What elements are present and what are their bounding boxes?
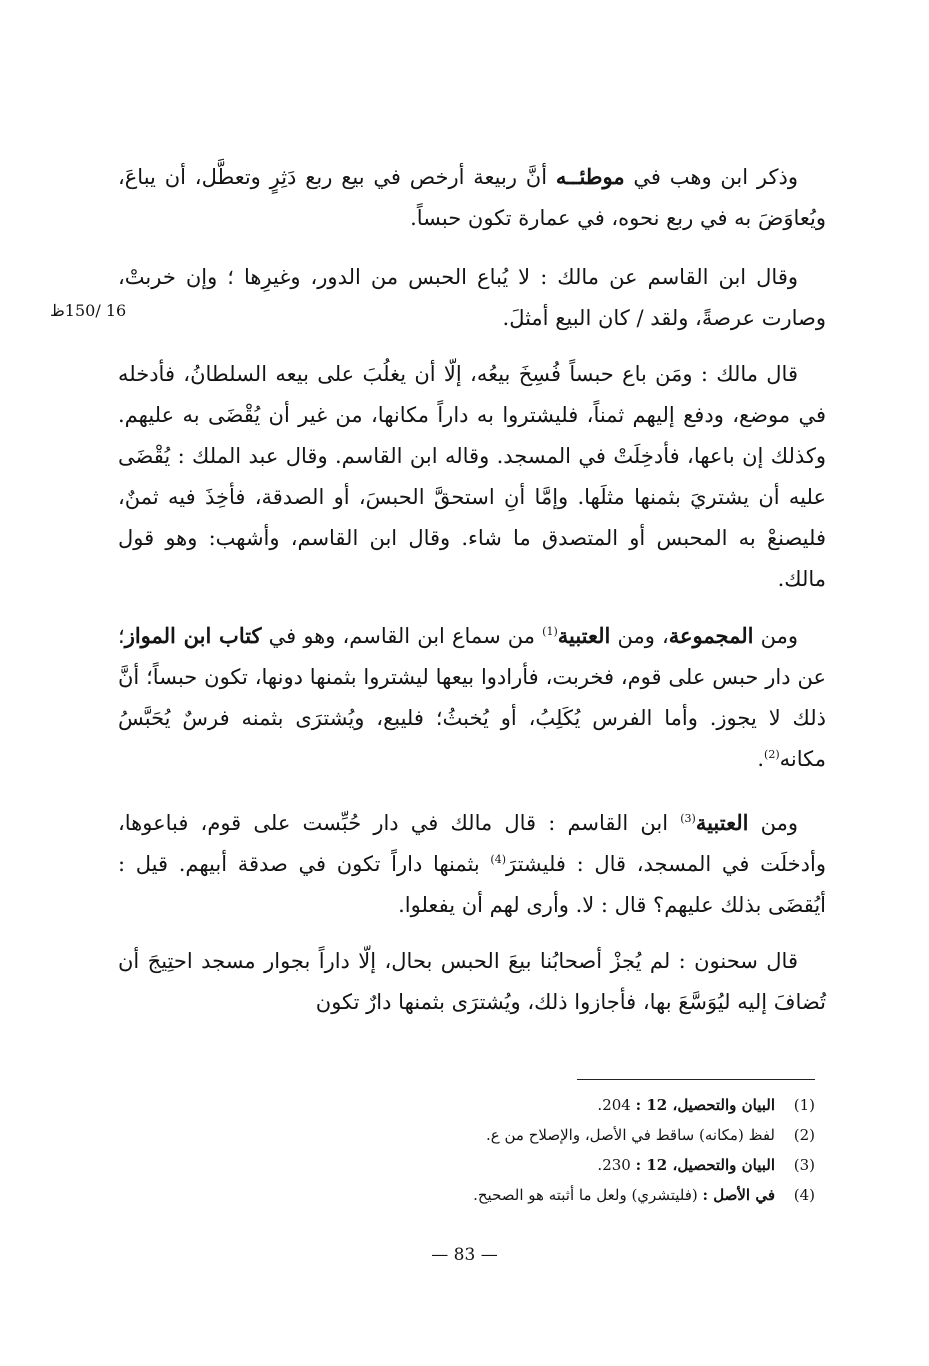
text-run: ، ومن (610, 624, 669, 648)
paragraph-6 (118, 941, 826, 1023)
footnote-marker: (2) (764, 748, 780, 761)
footnote-number: (4) (793, 1186, 815, 1204)
text-run: . (757, 747, 765, 771)
footnote-body: 204. (597, 1096, 636, 1114)
manuscript-folio-reference: 16 /150ظ (50, 301, 127, 320)
paragraph-5 (118, 802, 826, 926)
text-run: ؛ عن دار حبس على قوم، فخربت، فأرادوا بيعها ليشتروا بثمنها دونها، تكون حبساً؛ أنَّ ذلك لا يجوز. وأما الفرس يُكَلِبُ، أو يُخبثُ؛ فليبع، ويُشترَى بثمنه فرسٌ يُحَبَّسُ مكانه (118, 624, 826, 771)
bold-source-title: المجموعة (668, 623, 754, 648)
footnote-text (360, 1180, 775, 1210)
footnote-body: لفظ (مكانه) ساقط في الأصل، والإصلاح من ع. (486, 1126, 775, 1144)
footnote-source: في الأصل : (702, 1186, 775, 1204)
text-run: وقال ابن القاسم عن مالك : لا يُباع الحبس من الدور، وغيرِها ؛ وإن خربتْ، وصارت عرصةً، ولقد / كان البيع أمثلَ. (118, 265, 826, 330)
paragraph-2 (118, 257, 826, 339)
text-run: قال سحنون : لم يُجزْ أصحابُنا بيعَ الحبس بحال، إلّا داراً بجوار مسجد احتِيجَ أن تُضافَ إليه ليُوَسَّعَ بها، فأجازوا ذلك، ويُشترَى بثمنها دارٌ تكون (118, 949, 826, 1014)
footnote-marker: (4) (490, 853, 506, 866)
text-run: ابن القاسم : قال مالك في دار حُبِّست على قوم، فباعوها، وأدخلَت في المسجد، قال : فليشترَ (118, 811, 826, 876)
footnote-text (360, 1150, 775, 1180)
footnotes (360, 1090, 815, 1210)
footnote-text (360, 1090, 775, 1120)
footnote-number: (3) (793, 1156, 815, 1174)
footnote-marker: (1) (542, 625, 558, 638)
paragraph-3 (118, 354, 826, 600)
footnote-source: البيان والتحصيل، 12 : (635, 1156, 775, 1174)
text-run: قال مالك : ومَن باع حبساً فُسِخَ بيعُه، إلّا أن يغلُبَ على بيعه السلطانُ، فأدخله في موضع، ودفع إليهم ثمناً، فليشتروا به داراً مكانها، من غير أن يُقْضَى به عليهم. وكذلك إن باعها، فأدخِلَتْ في المسجد. وقاله ابن القاسم. وقال عبد الملك : يُقْضَى عليه أن يشتريَ بثمنها مثلَها. وإمَّا أنِ استحقَّ الحبسَ، أو الصدقة، فأخِذَ فيه ثمنٌ، فليصنعْ به المحبس أو المتصدق ما شاء. وقال ابن القاسم، وأشهب: وهو قول مالك. (118, 362, 826, 591)
footnote-4 (360, 1180, 815, 1210)
footnote-number: (1) (793, 1096, 815, 1114)
text-run: من سماع ابن القاسم، وهو في (261, 624, 543, 648)
footnote-marker: (3) (680, 812, 696, 825)
text-run: ومن (753, 624, 798, 648)
footnote-3 (360, 1150, 815, 1180)
text-run: وذكر ابن وهب في (624, 165, 798, 189)
footnote-source: البيان والتحصيل، 12 : (635, 1096, 775, 1114)
footnote-body: (فليتشري) ولعل ما أثبته هو الصحيح. (473, 1186, 703, 1204)
page-number: — 83 — (431, 1245, 498, 1265)
footnote-text (360, 1120, 775, 1150)
bold-source-title: كتاب ابن المواز (124, 623, 262, 648)
paragraph-1 (118, 156, 826, 239)
footnote-separator (577, 1079, 815, 1080)
footnote-number: (2) (793, 1126, 815, 1144)
footnote-1 (360, 1090, 815, 1120)
bold-source-title: العتبية (557, 623, 611, 648)
footnote-2 (360, 1120, 815, 1150)
paragraph-4 (118, 615, 826, 780)
footnote-body: 230. (597, 1156, 636, 1174)
bold-source-title: العتبية (695, 810, 749, 835)
text-run: بثمنها داراً تكون في صدقة أبيهم. قيل : أيُقضَى بذلك عليهم؟ قال : لا. وأرى لهم أن يفعلوا. (118, 852, 826, 917)
text-run: أنَّ ربيعة أرخص في بيع ربع دَثِرٍ وتعطَّل، أن يباعَ، ويُعاوَضَ به في ربع نحوه، في عمارة تكون حبساً. (118, 165, 826, 230)
text-run: ومن (748, 811, 798, 835)
bold-source-title: موطئــه (555, 164, 625, 189)
